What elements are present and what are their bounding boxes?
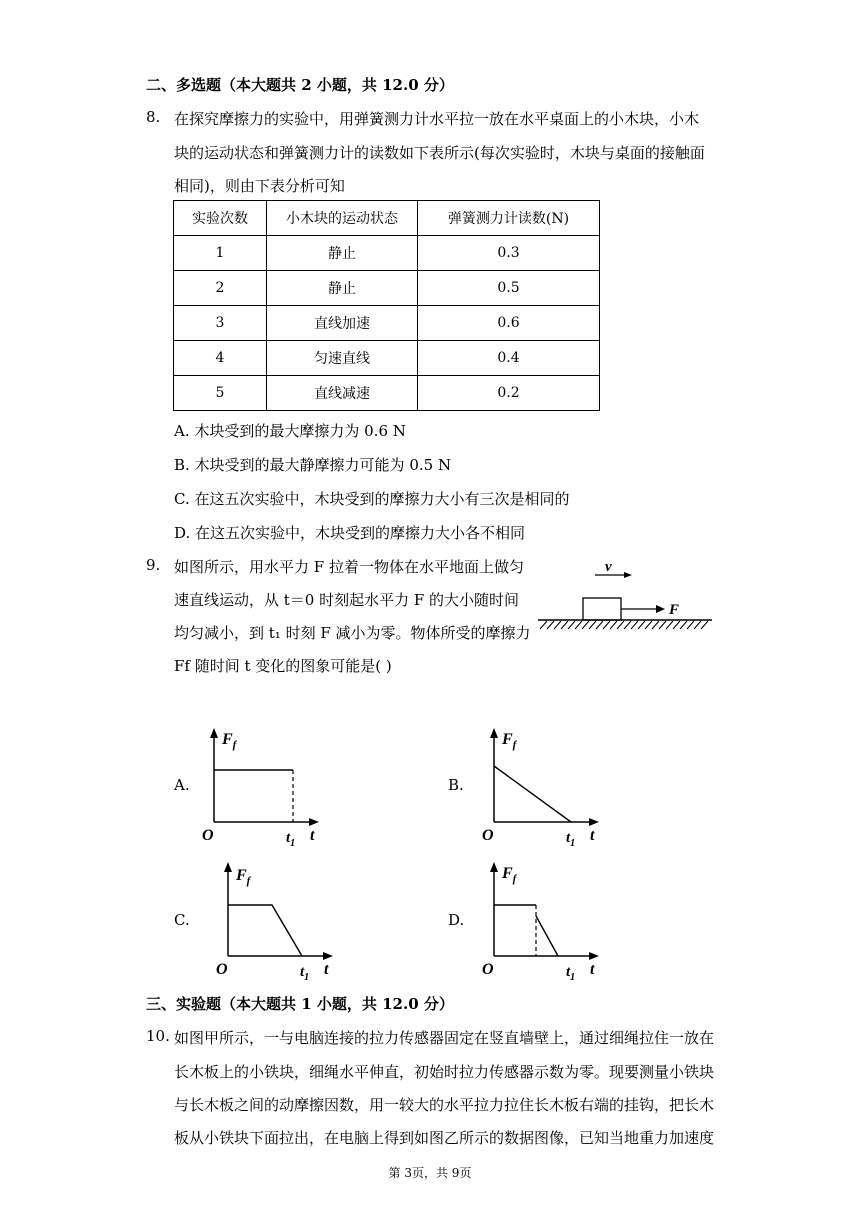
experiment-table [173,200,600,411]
table-cell: 直线加速 [267,306,418,341]
section-heading-multiple-choice: 二、多选题（本大题共 2 小题，共 12.0 分） [146,76,454,94]
table-header: 弹簧测力计读数(N) [418,201,600,236]
graph-b [478,722,608,847]
table-cell: 5 [174,376,267,411]
origin-label: O [202,827,214,844]
graph-option-b-label: B. [448,776,464,794]
t-axis-label: t [590,827,595,844]
table-cell: 3 [174,306,267,341]
table-row [174,341,600,376]
y-axis-label: $F_f$ [502,731,517,751]
table-cell: 0.5 [418,271,600,306]
origin-label: O [482,961,494,978]
graph-a [198,722,328,847]
table-row [174,376,600,411]
t-axis-label: t [590,961,595,978]
option-c: C. 在这五次实验中，木块受到的摩擦力大小有三次是相同的 [174,490,570,508]
section-heading-experiment: 三、实验题（本大题共 1 小题，共 12.0 分） [146,995,454,1013]
graph-option-c-label: C. [174,911,190,929]
table-cell: 0.2 [418,376,600,411]
question-text-line: Ff 随时间 t 变化的图象可能是( ) [174,657,392,675]
t-axis-label: t [310,827,315,844]
option-a: A. 木块受到的最大摩擦力为 0.6 N [174,422,406,440]
y-axis-label: $F_f$ [502,865,517,885]
table-cell: 匀速直线 [267,341,418,376]
origin-label: O [216,961,228,978]
force-label: F [669,602,680,618]
graph-option-a-label: A. [174,776,190,794]
question-text-line: 均匀减小，到 t₁ 时刻 F 减小为零。物体所受的摩擦力 [174,624,531,642]
table-cell: 0.3 [418,236,600,271]
y-axis-label: $F_f$ [236,867,251,887]
table-cell: 0.6 [418,306,600,341]
graph-option-d-label: D. [448,911,465,929]
question-text-line: 如图所示，用水平力 F 拉着一物体在水平地面上做匀 [174,558,524,576]
question-text-line: 长木板上的小铁块，细绳水平伸直，初始时拉力传感器示数为零。现要测量小铁块 [174,1063,715,1081]
graph-c [212,856,342,981]
question-text-line: 如图甲所示，一与电脑连接的拉力传感器固定在竖直墙壁上，通过细绳拉住一放在 [174,1029,715,1047]
block [583,598,621,620]
option-b: B. 木块受到的最大静摩擦力可能为 0.5 N [174,456,452,474]
option-d: D. 在这五次实验中，木块受到的摩擦力大小各不相同 [174,524,526,542]
t-axis-label: t [324,961,329,978]
question-text-line: 相同)，则由下表分析可知 [174,177,345,195]
table-cell: 2 [174,271,267,306]
table-header: 小木块的运动状态 [267,201,418,236]
table-cell: 静止 [267,271,418,306]
friction-curve [228,905,302,956]
question-text-line: 与长木板之间的动摩擦因数，用一较大的水平拉力拉住长木板右端的挂钩，把长木 [174,1096,715,1114]
table-cell: 静止 [267,236,418,271]
t1-label: $t_1$ [566,964,576,981]
question-text-line: 速直线运动，从 t＝0 时刻起水平力 F 的大小随时间 [174,591,520,609]
graph-d [478,856,608,981]
page-footer: 第 3页，共 9页 [388,1166,472,1180]
question-number: 10. [146,1027,170,1045]
table-row [174,236,600,271]
t1-label: $t_1$ [286,830,296,847]
t1-label: $t_1$ [566,830,576,847]
table-row [174,306,600,341]
table-header-row [174,201,600,236]
t1-label: $t_1$ [300,964,310,981]
force-diagram [535,555,720,635]
table-cell: 4 [174,341,267,376]
table-cell: 直线减速 [267,376,418,411]
velocity-label: v [605,559,612,575]
question-text-line: 块的运动状态和弹簧测力计的读数如下表所示(每次实验时，木块与桌面的接触面 [174,144,705,162]
table-header: 实验次数 [174,201,267,236]
origin-label: O [482,827,494,844]
table-cell: 1 [174,236,267,271]
question-text-line: 在探究摩擦力的实验中，用弹簧测力计水平拉一放在水平桌面上的小木块，小木 [174,110,700,128]
question-text-line: 板从小铁块下面拉出，在电脑上得到如图乙所示的数据图像，已知当地重力加速度 [174,1129,715,1147]
y-axis-label: $F_f$ [222,731,237,751]
question-number: 8. [146,108,161,126]
table-row [174,271,600,306]
question-number: 9. [146,556,161,574]
friction-curve [494,766,571,822]
table-cell: 0.4 [418,341,600,376]
